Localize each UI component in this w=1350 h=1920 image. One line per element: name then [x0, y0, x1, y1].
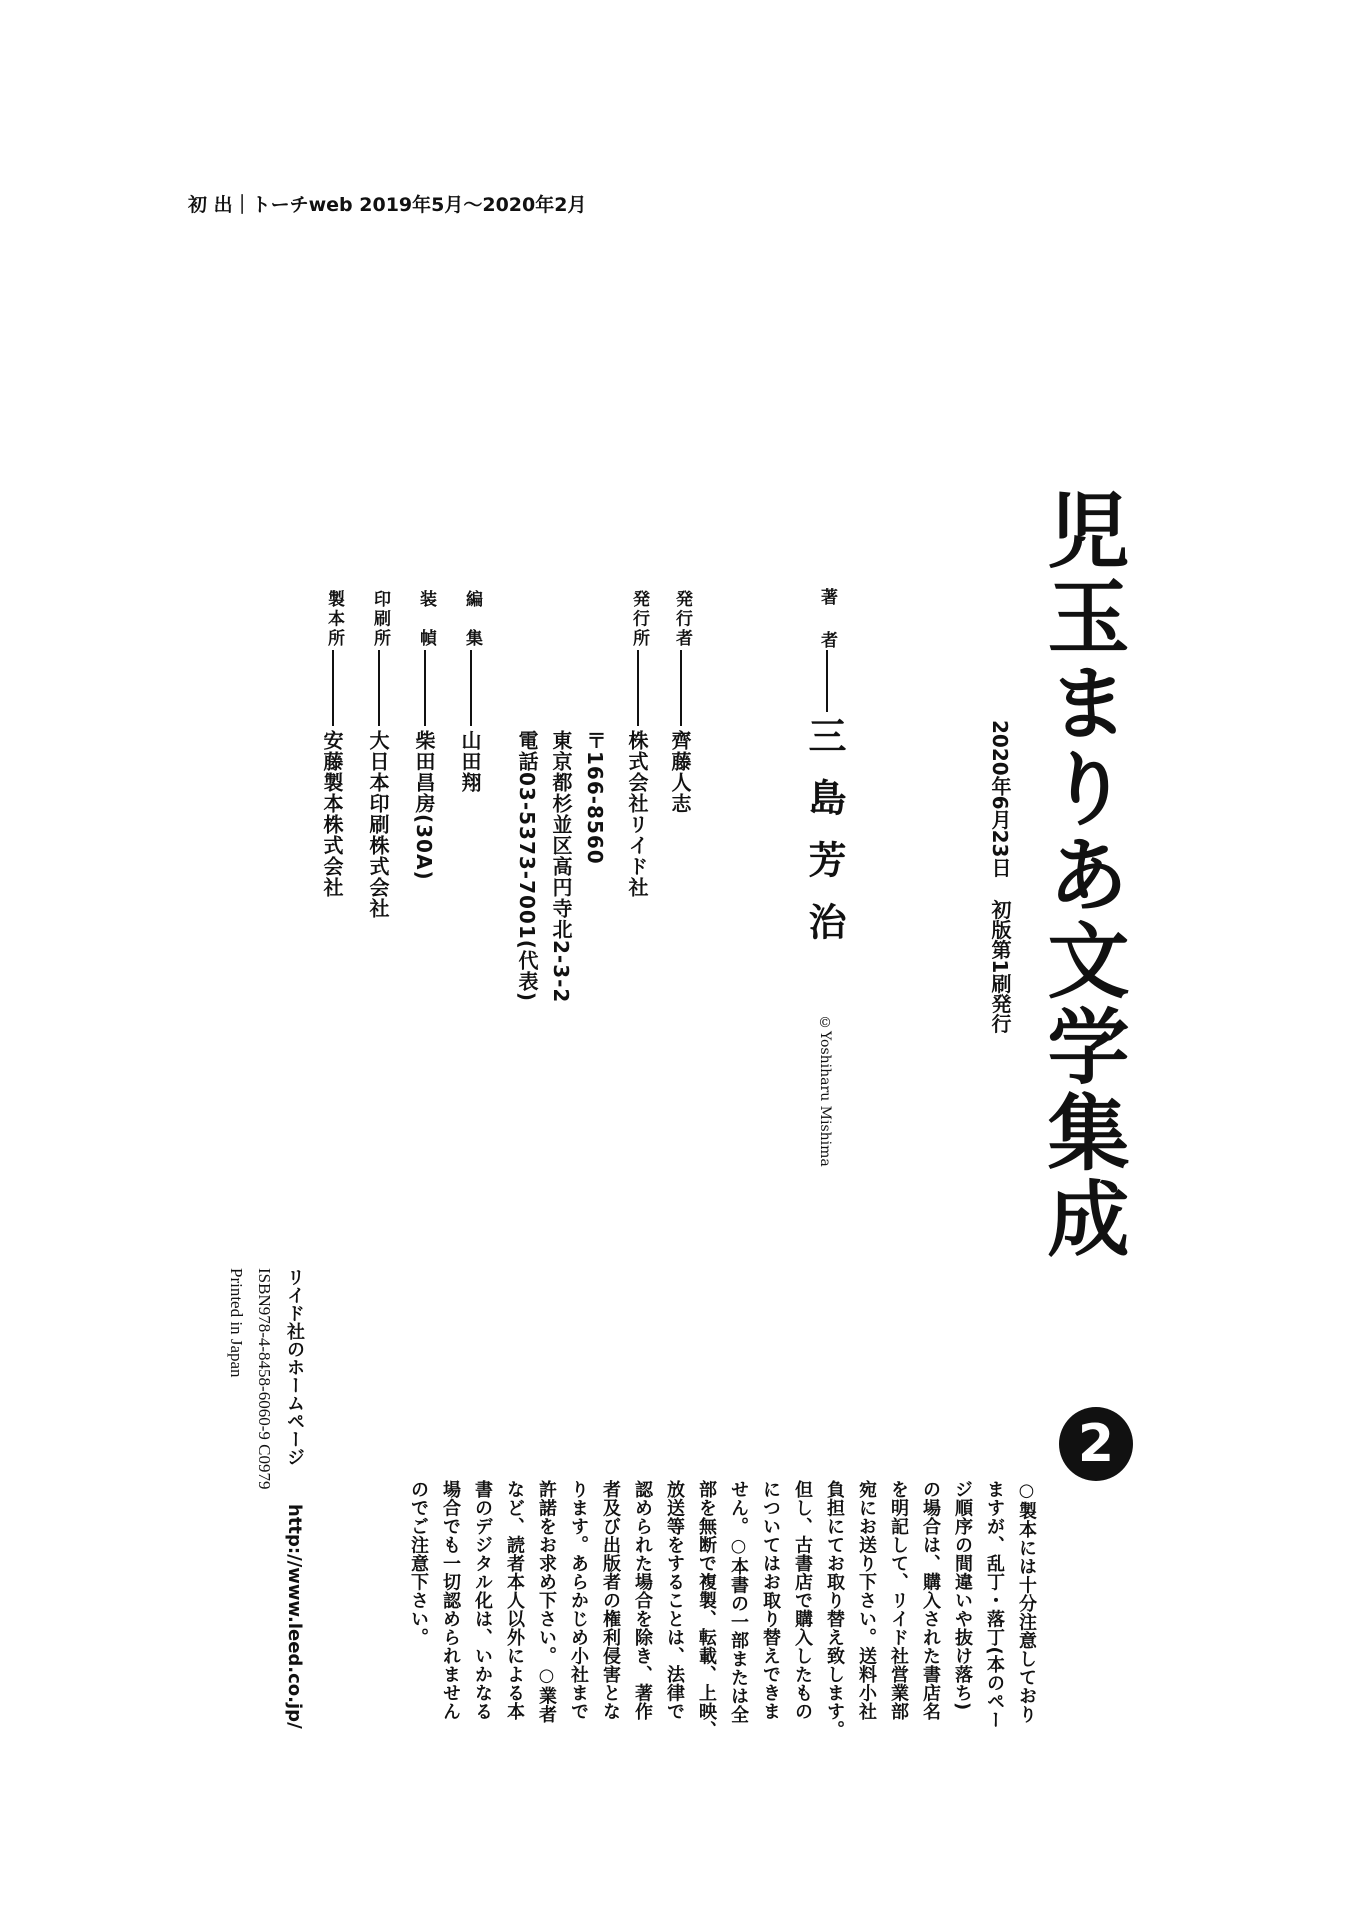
publisher-person-rule: [680, 650, 682, 726]
editor: 山田翔: [458, 730, 482, 793]
printed-in: Printed in Japan: [227, 1268, 246, 1378]
author-rule: [826, 650, 828, 712]
editor-rule: [470, 650, 472, 726]
publisher-person-label: 発行者: [672, 590, 692, 646]
author-name: 三島芳治: [802, 716, 846, 964]
printer-label: 印刷所: [370, 590, 390, 646]
homepage-line: [285, 1268, 303, 1729]
edition: 初版第1刷発行: [988, 899, 1012, 1034]
homepage-label: リイド社のホームページ: [284, 1268, 305, 1466]
editor-label: 編 集: [462, 590, 482, 646]
design-rule: [424, 650, 426, 726]
volume-number-badge: 2: [1059, 1407, 1133, 1481]
first-appearance: 初 出｜トーチweb 2019年5月〜2020年2月: [188, 194, 587, 216]
printer-rule: [378, 650, 380, 726]
printer: 大日本印刷株式会社: [366, 730, 390, 919]
homepage-url[interactable]: http://www.leed.co.jp/: [284, 1504, 305, 1729]
author-label: 著 者: [817, 588, 837, 648]
book-title: 児玉まりあ文学集成: [1034, 488, 1129, 1262]
binder-rule: [332, 650, 334, 726]
publisher-person: 齊藤人志: [668, 730, 692, 814]
publication-date: 2020年6月23日: [988, 720, 1012, 878]
isbn-block: [222, 1268, 278, 1489]
publishing-office-label: 発行所: [629, 590, 649, 646]
address: 東京都杉並区高円寺北2-3-2: [549, 730, 573, 1004]
binder: 安藤製本株式会社: [320, 730, 344, 898]
publishing-office-name: 株式会社リイド社: [625, 730, 649, 898]
isbn: ISBN978-4-8458-6060-9 C0979: [255, 1268, 274, 1490]
publishing-office-rule: [637, 650, 639, 726]
copyright: ©Yoshiharu Mishima: [817, 1015, 833, 1167]
notice-text: ○製本には十分注意しており ますが、乱丁・落丁(本のペー ジ順序の間違いや抜け落ち) の場合は、購入された書店名 を明記して、リイド社営業部 宛にお送り下さい。送料小社 負担にてお取り替え致します。 但し、古書店で購入したもの についてはお取り替えできま せん。○本書の一部または全 部を無断で複製、転載、上映、 放送等をすることは、法律で 認められた場合を除き、著作 者及び出版者の権利侵害とな ります。あらかじめ小社まで 許諾をお求め下さい。○業者 など、読者本人以外による本 書のデジタル化は、いかなる 場合でも一切認められません のでご注意下さい。: [408, 1480, 1037, 1739]
design-label: 装 幀: [416, 590, 436, 646]
binder-label: 製本所: [324, 590, 344, 646]
postal-code: 〒166-8560: [583, 730, 607, 865]
phone: 電話03-5373-7001(代表): [515, 730, 539, 1003]
designer: 柴田昌房(30A): [412, 730, 436, 881]
publication-info: [990, 720, 1010, 1080]
